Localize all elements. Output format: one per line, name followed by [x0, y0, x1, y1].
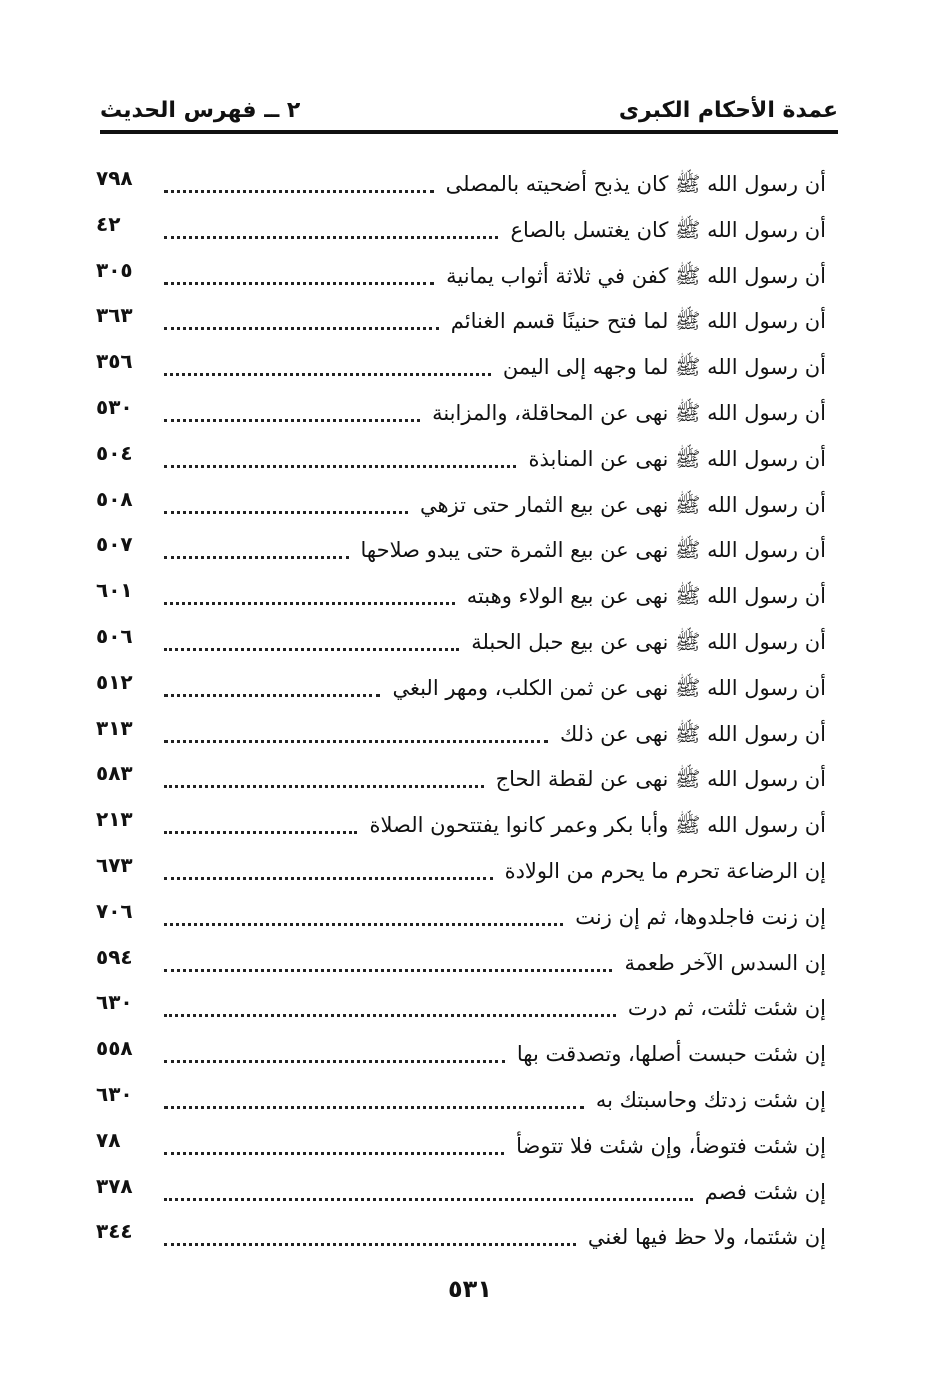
hadith-text: إن شئت فصم [704, 1179, 826, 1204]
hadith-text: إن الرضاعة تحرم ما يحرم من الولادة [504, 858, 826, 883]
hadith-text: أن رسول الله ﷺ نهى عن بيع الثمار حتى تزهي [420, 492, 826, 517]
entry-page-number: ٥٠٨ [96, 486, 133, 511]
dot-leader [164, 1132, 504, 1155]
dot-leader [164, 353, 491, 376]
dot-leader [164, 582, 455, 605]
hadith-text: أن رسول الله ﷺ نهى عن بيع الثمرة حتى يبدو صلاحها [360, 538, 826, 563]
hadith-text: أن رسول الله ﷺ نهى عن لقطة الحاج [495, 767, 826, 792]
dot-leader [164, 1040, 505, 1063]
index-entry [96, 851, 826, 897]
hadith-text: إن شئتما، ولا حظ فيها لغني [587, 1225, 826, 1250]
index-entry [96, 301, 826, 347]
entry-page-number: ٥٣٠ [96, 394, 133, 419]
hadith-text: أن رسول الله ﷺ نهى عن المنابذة [528, 446, 826, 471]
hadith-text: أن رسول الله ﷺ نهى عن ثمن الكلب، ومهر البغي [392, 675, 826, 700]
dot-leader [164, 994, 616, 1017]
index-entry [96, 576, 826, 622]
index-entry [96, 530, 826, 576]
entry-page-number: ٥٠٤ [96, 440, 133, 465]
entry-page-number: ٥٥٨ [96, 1036, 133, 1061]
entry-page-number: ٦٣٠ [96, 1081, 133, 1106]
header-rule [100, 130, 838, 134]
entry-page-number: ٤٢ [96, 211, 121, 236]
entry-page-number: ٣٧٨ [96, 1173, 133, 1198]
entry-page-number: ٣٠٥ [96, 257, 133, 282]
entry-page-number: ٥٨٣ [96, 761, 133, 786]
index-entry [96, 1034, 826, 1080]
entry-page-number: ٧٩٨ [96, 166, 133, 190]
entry-page-number: ٧٠٦ [96, 898, 133, 923]
hadith-text: إن شئت فتوضأ، وإن شئت فلا تتوضأ [516, 1133, 826, 1158]
index-entry [96, 668, 826, 714]
dot-leader [164, 857, 493, 880]
dot-leader [164, 1178, 693, 1201]
book-title: عمدة الأحكام الكبرى [618, 98, 838, 123]
dot-leader [164, 903, 563, 926]
hadith-text: أن رسول الله ﷺ نهى عن المحاقلة، والمزابنة [432, 400, 826, 425]
index-entry [96, 714, 826, 760]
index-entry [96, 347, 826, 393]
dot-leader [164, 1086, 584, 1109]
index-entry [96, 485, 826, 531]
entry-page-number: ٥٠٧ [96, 532, 133, 557]
section-title: ٢ ــ فهرس الحديث [100, 98, 301, 123]
hadith-text: إن زنت فاجلدوها، ثم إن زنت [575, 904, 826, 929]
entry-page-number: ٥٩٤ [96, 944, 133, 969]
dot-leader [164, 262, 434, 285]
hadith-text: أن رسول الله ﷺ وأبا بكر وعمر كانوا يفتتحون الصلاة [369, 813, 826, 838]
entry-page-number: ٦٣٠ [96, 990, 133, 1015]
index-entry [96, 1126, 826, 1172]
index-entry [96, 805, 826, 851]
dot-leader [164, 170, 434, 193]
index-entry [96, 988, 826, 1034]
hadith-text: أن رسول الله ﷺ نهى عن ذلك [560, 721, 826, 746]
index-entry [96, 759, 826, 805]
hadith-text: أن رسول الله ﷺ لما وجهه إلى اليمن [502, 355, 826, 380]
entry-page-number: ٣١٣ [96, 715, 133, 740]
entry-page-number: ٣٥٦ [96, 349, 133, 374]
page-number: ٥٣١ [448, 1275, 492, 1303]
entry-page-number: ٣٦٣ [96, 303, 133, 328]
dot-leader [164, 399, 420, 422]
entry-page-number: ٢١٣ [96, 807, 133, 832]
index-entry [96, 1080, 826, 1126]
hadith-text: أن رسول الله ﷺ نهى عن بيع الولاء وهبته [466, 584, 826, 609]
index-entry [96, 1217, 826, 1263]
dot-leader [164, 491, 408, 514]
dot-leader [164, 949, 612, 972]
index-entry [96, 943, 826, 989]
dot-leader [164, 1223, 576, 1246]
index-entry [96, 622, 826, 668]
dot-leader [164, 536, 349, 559]
dot-leader [164, 216, 498, 239]
dot-leader [164, 628, 459, 651]
index-entry [96, 439, 826, 485]
entry-page-number: ٥٠٦ [96, 623, 133, 648]
hadith-text: أن رسول الله ﷺ لما فتح حنينًا قسم الغنائم [450, 309, 826, 334]
dot-leader [164, 674, 380, 697]
hadith-text: إن السدس الآخر طعمة [624, 950, 826, 975]
index-entry [96, 897, 826, 943]
index-entry [96, 393, 826, 439]
entry-page-number: ٦٠١ [96, 578, 133, 603]
hadith-text: إن شئت ثلثت، ثم درت [627, 996, 826, 1021]
entry-page-number: ٥١٢ [96, 669, 133, 694]
hadith-text: أن رسول الله ﷺ كفن في ثلاثة أثواب يمانية [446, 263, 826, 288]
hadith-index-list [96, 164, 826, 1263]
hadith-text: إن شئت حبست أصلها، وتصدقت بها [516, 1042, 826, 1067]
entry-page-number: ٧٨ [96, 1127, 121, 1152]
index-entry [96, 256, 826, 302]
index-entry [96, 164, 826, 210]
entry-page-number: ٣٤٤ [96, 1219, 133, 1244]
dot-leader [164, 720, 548, 743]
hadith-text: أن رسول الله ﷺ نهى عن بيع حبل الحبلة [471, 629, 826, 654]
entry-page-number: ٦٧٣ [96, 852, 133, 877]
dot-leader [164, 445, 516, 468]
hadith-text: أن رسول الله ﷺ كان يغتسل بالصاع [510, 217, 826, 242]
dot-leader [164, 307, 439, 330]
index-entry [96, 210, 826, 256]
hadith-text: أن رسول الله ﷺ كان يذبح أضحيته بالمصلى [445, 172, 826, 196]
running-header [100, 96, 838, 132]
dot-leader [164, 811, 357, 834]
dot-leader [164, 765, 484, 788]
index-entry [96, 1172, 826, 1218]
hadith-text: إن شئت زدتك وحاسبتك به [595, 1087, 826, 1112]
